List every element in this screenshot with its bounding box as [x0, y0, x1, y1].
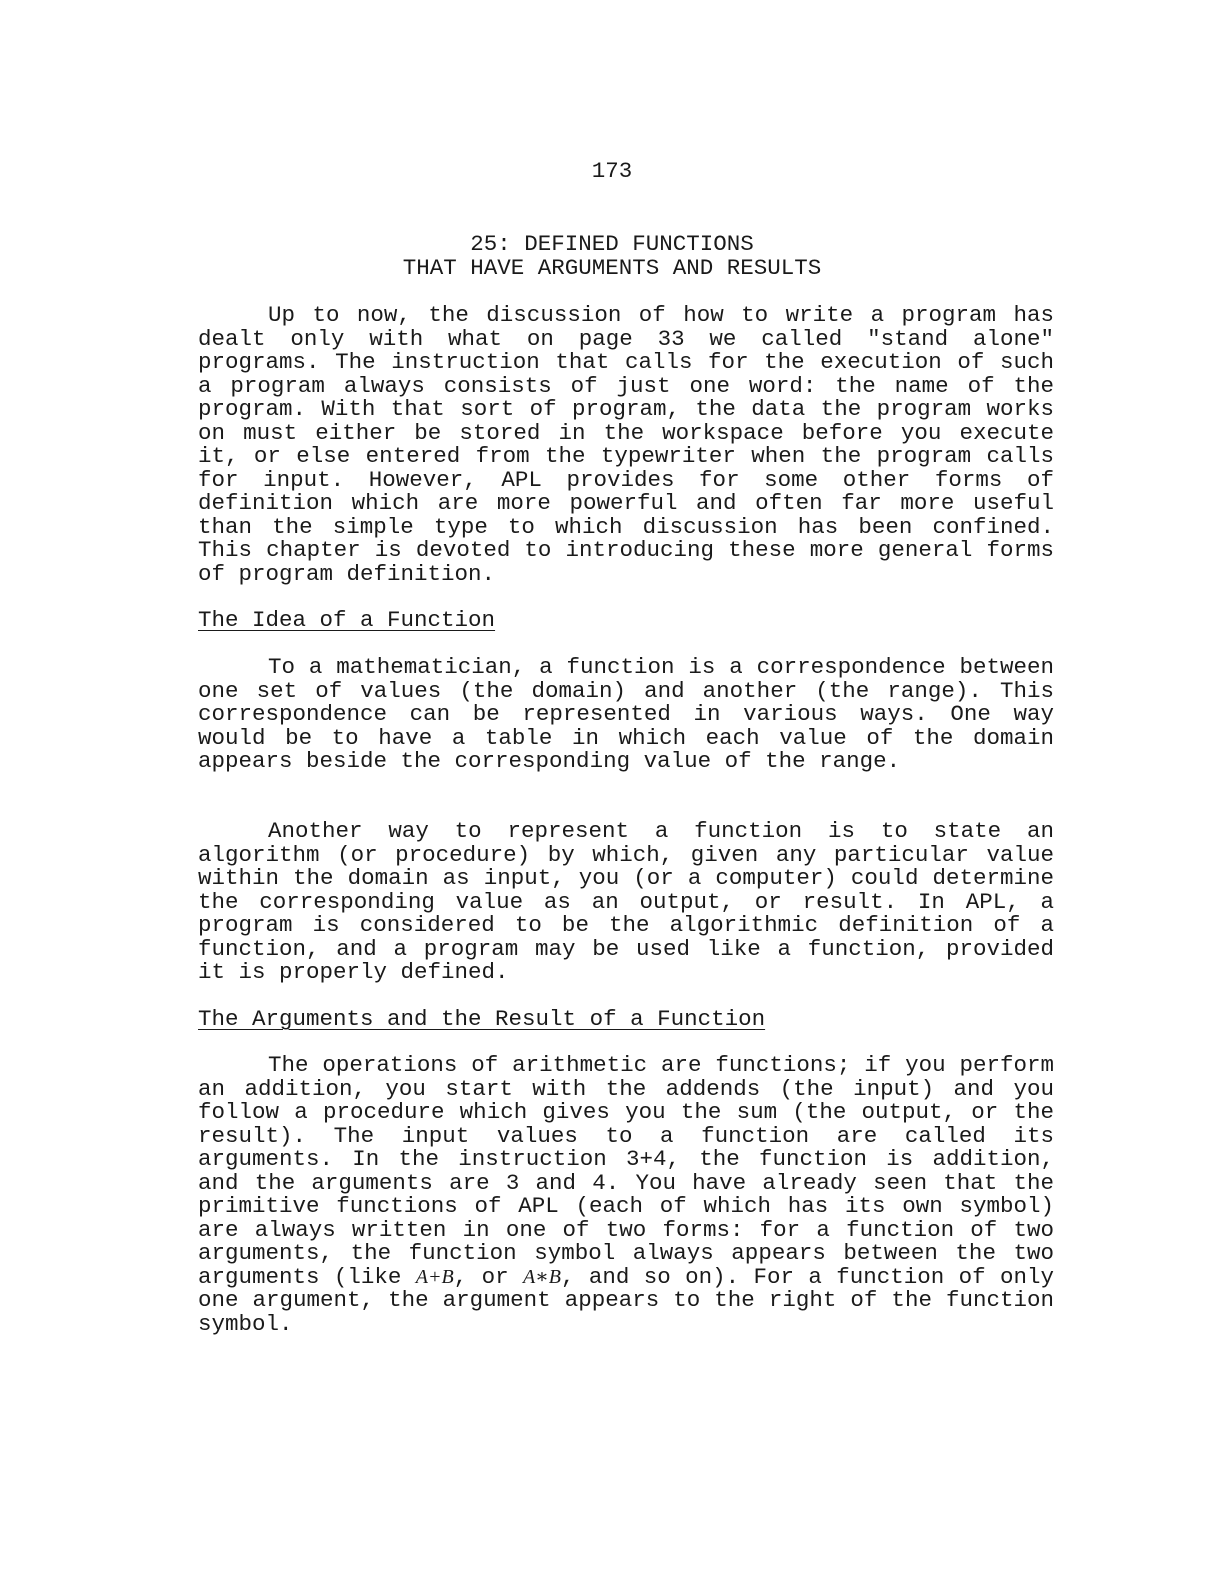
idea-section-paragraph-1: [198, 656, 1054, 774]
chapter-title-line-2: THAT HAVE ARGUMENTS AND RESULTS: [402, 254, 822, 281]
paragraph-text: , and so on). For a function of only one argument, the argument appears to the right of the function symbol.: [198, 1263, 1054, 1337]
chapter-title: [0, 233, 1224, 280]
body-paragraph: Another way to represent a function is to state an algorithm (or procedure) by which, given any particular value within the domain as input, you (or a computer) could determine the corresponding value as an output, or result. In APL, a program is considered to be the algorithmic definition of a function, and a program may be used like a function, provided it is properly defined.: [198, 818, 1054, 985]
chapter-title-line-1: 25: DEFINED FUNCTIONS: [470, 231, 754, 257]
math-expression: A+B: [415, 1265, 454, 1288]
body-paragraph: To a mathematician, a function is a correspondence between one set of values (the domain) and another (the range). This correspondence can be represented in various ways. One way would be to have a table in which each value of the domain appears beside the corresponding value of the range.: [198, 654, 1054, 774]
section-heading-idea-of-function: The Idea of a Function: [198, 607, 496, 633]
intro-section: [198, 304, 1054, 586]
math-expression: A∗B: [522, 1265, 561, 1288]
paragraph-text: The operations of arithmetic are functions; if you perform an addition, you start with the addends (the input) and you follow a procedure which gives you the sum (the output, or the result). The input values to a function are called its arguments. In the instruction 3+4, the function is addition, and the arguments are 3 and 4. You have already seen that the primitive functions of APL (each of which has its own symbol) are always written in one of two forms: for a function of two arguments, the function symbol always appears between the two arguments (like: [198, 1052, 1054, 1290]
arguments-section: [198, 1054, 1054, 1336]
page-number: 173: [591, 158, 633, 184]
body-paragraph: [198, 1054, 1054, 1336]
idea-section-paragraph-2: [198, 820, 1054, 985]
paragraph-text: , or: [453, 1263, 523, 1290]
section-heading-arguments-and-result: The Arguments and the Result of a Function: [198, 1006, 766, 1032]
body-paragraph: Up to now, the discussion of how to write a program has dealt only with what on page 33 we called "stand alone" programs. The instruction that calls for the execution of such a program always consists of just one word: the name of the program. With that sort of program, the data the program works on must either be stored in the workspace before you execute it, or else entered from the typewriter when the program calls for input. However, APL provides for some other forms of definition which are more powerful and often far more useful than the simple type to which discussion has been confined. This chapter is devoted to introducing these more general forms of program definition.: [198, 302, 1054, 587]
